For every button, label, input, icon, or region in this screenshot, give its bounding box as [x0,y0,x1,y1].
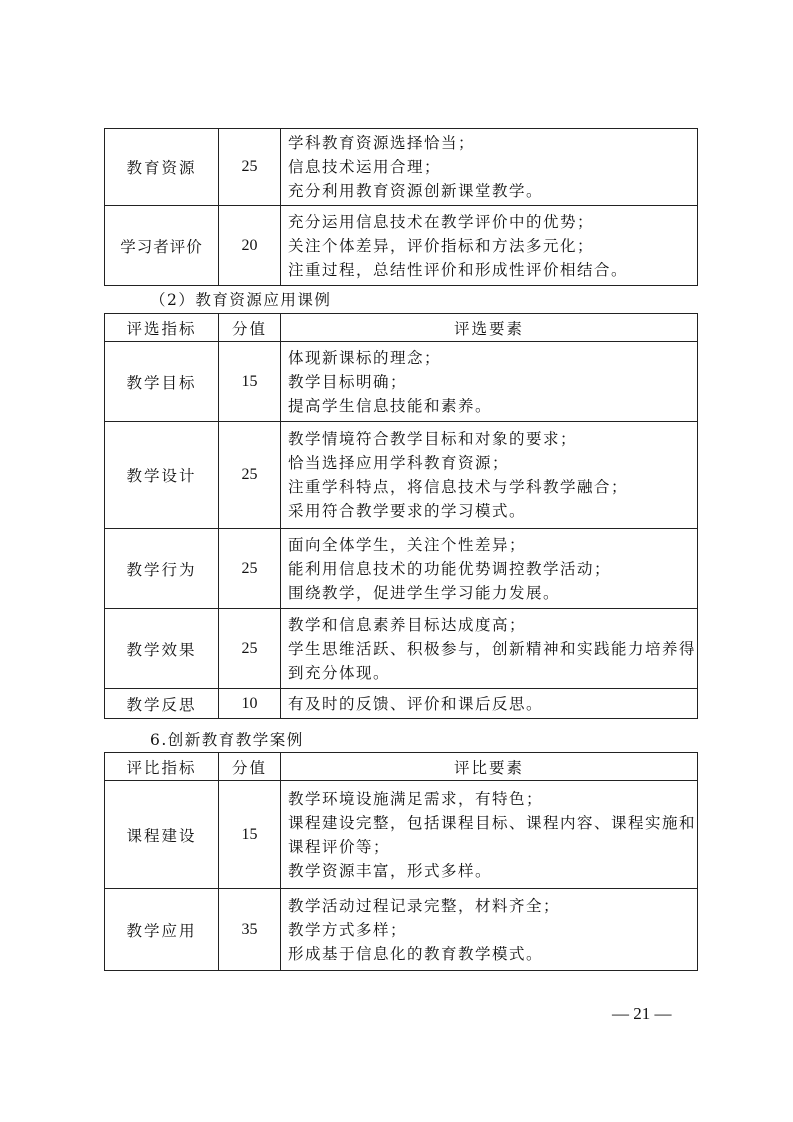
table-row [105,342,698,422]
criterion-name: 教学行为 [105,529,219,609]
section-caption: 6.创新教育教学案例 [150,731,304,749]
column-header: 评比指标 [105,753,219,781]
criterion-score: 35 [219,889,281,971]
element-line: 有及时的反馈、评价和课后反思。 [288,694,544,713]
table-row [105,422,698,529]
column-header: 评比要素 [281,753,698,781]
table-row [105,889,698,971]
criteria-table-section2 [104,313,698,719]
criterion-score: 25 [219,129,281,206]
table-row [105,781,698,889]
element-line: 形成基于信息化的教育教学模式。 [288,944,544,963]
criterion-name: 课程建设 [105,781,219,889]
criterion-score: 10 [219,689,281,719]
element-line: 充分运用信息技术在教学评价中的优势； [288,212,595,231]
criterion-name: 学习者评价 [105,206,219,286]
element-line: 提高学生信息技能和素养。 [288,396,493,415]
table-row [105,129,698,206]
table-row [105,689,698,719]
element-line: 信息技术运用合理； [288,158,442,176]
page-number: — 21 — [612,1004,672,1023]
criteria-table-section6 [104,752,698,971]
element-line: 课程建设完整，包括课程目标、课程内容、课程实施和课程评价等； [288,813,697,856]
criterion-score: 15 [219,781,281,889]
element-line: 学生思维活跃、积极参与，创新精神和实践能力培养得到充分体现。 [288,639,697,682]
element-line: 教学环境设施满足需求，有特色； [288,789,544,808]
criterion-elements [281,529,698,609]
table-row [105,206,698,286]
criterion-score: 25 [219,609,281,689]
element-line: 体现新课标的理念； [288,348,442,367]
section-caption: （2）教育资源应用课例 [150,291,332,309]
column-header: 分值 [219,314,281,342]
element-line: 教学情境符合教学目标和对象的要求； [288,430,578,448]
criterion-elements [281,129,698,206]
element-line: 教学活动过程记录完整，材料齐全； [288,896,561,915]
element-line: 能利用信息技术的功能优势调控教学活动； [288,559,612,578]
criterion-name: 教学目标 [105,342,219,422]
table-header-row [105,314,698,342]
criterion-name: 教学设计 [105,422,219,529]
element-line: 教学目标明确； [288,372,408,391]
criterion-score: 15 [219,342,281,422]
criterion-elements [281,889,698,971]
criterion-name: 教学效果 [105,609,219,689]
criterion-score: 20 [219,206,281,286]
table-row [105,609,698,689]
criterion-elements [281,206,698,286]
element-line: 面向全体学生，关注个性差异； [288,535,527,554]
column-header: 评选指标 [105,314,219,342]
element-line: 学科教育资源选择恰当； [288,134,476,152]
element-line: 围绕教学，促进学生学习能力发展。 [288,583,561,602]
criterion-elements [281,422,698,529]
criterion-name: 教育资源 [105,129,219,206]
table-header-row [105,753,698,781]
element-line: 教学资源丰富，形式多样。 [288,861,493,880]
criterion-score: 25 [219,422,281,529]
element-line: 注重过程，总结性评价和形成性评价相结合。 [288,260,629,279]
element-line: 教学方式多样； [288,920,408,939]
table-row [105,529,698,609]
element-line: 关注个体差异，评价指标和方法多元化； [288,236,595,255]
element-line: 充分利用教育资源创新课堂教学。 [288,182,544,200]
element-line: 恰当选择应用学科教育资源； [288,454,510,472]
criterion-elements [281,609,698,689]
criterion-elements [281,781,698,889]
column-header: 评选要素 [281,314,698,342]
criterion-name: 教学应用 [105,889,219,971]
element-line: 注重学科特点，将信息技术与学科教学融合； [288,478,629,496]
element-line: 教学和信息素养目标达成度高； [288,615,527,634]
criterion-elements [281,342,698,422]
column-header: 分值 [219,753,281,781]
criterion-elements [281,689,698,719]
criteria-table-top [104,128,698,286]
criterion-name: 教学反思 [105,689,219,719]
criterion-score: 25 [219,529,281,609]
element-line: 采用符合教学要求的学习模式。 [288,502,527,520]
